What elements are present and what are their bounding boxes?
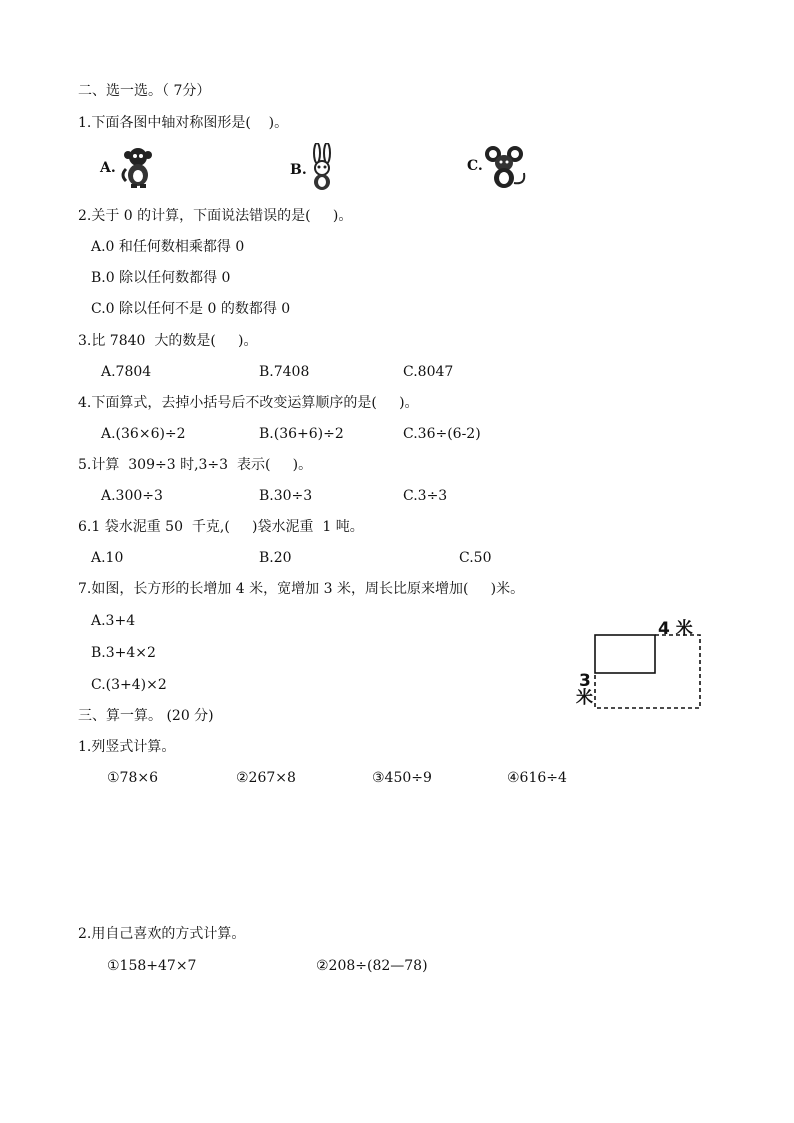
q4-option-b: B.(36+6)÷2 xyxy=(259,426,344,442)
q4-option-c: C.36÷(6-2) xyxy=(403,426,481,442)
section-3-question-2-text: 2.用自己喜欢的方式计算。 xyxy=(78,926,246,942)
question-2-text: 2.关于 0 的计算，下面说法错误的是( )。 xyxy=(78,208,353,224)
q2-option-a: A.0 和任何数相乘都得 0 xyxy=(91,239,245,255)
q4-option-a: A.(36×6)÷2 xyxy=(101,426,186,442)
q7-option-b: B.3+4×2 xyxy=(91,645,156,661)
free-calc-item-1: ①158+47×7 xyxy=(107,958,197,974)
q7-option-a: A.3+4 xyxy=(91,613,136,629)
q3-option-b: B.7408 xyxy=(259,364,310,380)
question-5-text: 5.计算 309÷3 时,3÷3 表示( )。 xyxy=(78,457,313,473)
question-3-text: 3.比 7840 大的数是( )。 xyxy=(78,333,258,349)
question-4-text: 4.下面算式，去掉小括号后不改变运算顺序的是( )。 xyxy=(78,395,419,411)
q7-option-c: C.(3+4)×2 xyxy=(91,677,167,693)
q6-option-b: B.20 xyxy=(259,550,292,566)
length-increase-label: 4 米 xyxy=(658,619,693,639)
rectangle-figure xyxy=(590,630,710,714)
vertical-calc-item-3: ③450÷9 xyxy=(372,770,432,786)
vertical-calc-item-4: ④616÷4 xyxy=(507,770,567,786)
width-increase-number: 3 xyxy=(579,671,591,691)
q1-option-c-label: C. xyxy=(467,158,483,174)
question-7-text: 7.如图，长方形的长增加 4 米，宽增加 3 米，周长比原来增加( )米。 xyxy=(78,581,525,597)
question-6-text: 6.1 袋水泥重 50 千克,( )袋水泥重 1 吨。 xyxy=(78,519,364,535)
q3-option-a: A.7804 xyxy=(101,364,152,380)
mouse-icon xyxy=(484,145,530,189)
q6-option-c: C.50 xyxy=(459,550,492,566)
vertical-calc-item-1: ①78×6 xyxy=(107,770,159,786)
section-2-title: 二、选一选。（ 7分） xyxy=(78,83,211,99)
monkey-icon xyxy=(118,145,160,189)
q1-option-b-label: B. xyxy=(290,162,307,178)
free-calc-item-2: ②208÷(82—78) xyxy=(316,958,428,974)
section-3-question-1-text: 1.列竖式计算。 xyxy=(78,739,176,755)
width-increase-unit: 米 xyxy=(576,688,593,708)
rabbit-icon xyxy=(306,143,338,191)
q2-option-b: B.0 除以任何数都得 0 xyxy=(91,270,231,286)
section-3-title: 三、算一算。 (20 分) xyxy=(78,708,214,724)
q6-option-a: A.10 xyxy=(91,550,124,566)
q3-option-c: C.8047 xyxy=(403,364,454,380)
q5-option-a: A.300÷3 xyxy=(101,488,163,504)
q1-option-a-label: A. xyxy=(100,160,116,176)
q5-option-c: C.3÷3 xyxy=(403,488,448,504)
question-1-text: 1.下面各图中轴对称图形是( )。 xyxy=(78,115,289,131)
vertical-calc-item-2: ②267×8 xyxy=(236,770,296,786)
q5-option-b: B.30÷3 xyxy=(259,488,313,504)
enlarged-rectangle xyxy=(595,635,700,708)
q2-option-c: C.0 除以任何不是 0 的数都得 0 xyxy=(91,301,291,317)
original-rectangle xyxy=(595,635,655,673)
